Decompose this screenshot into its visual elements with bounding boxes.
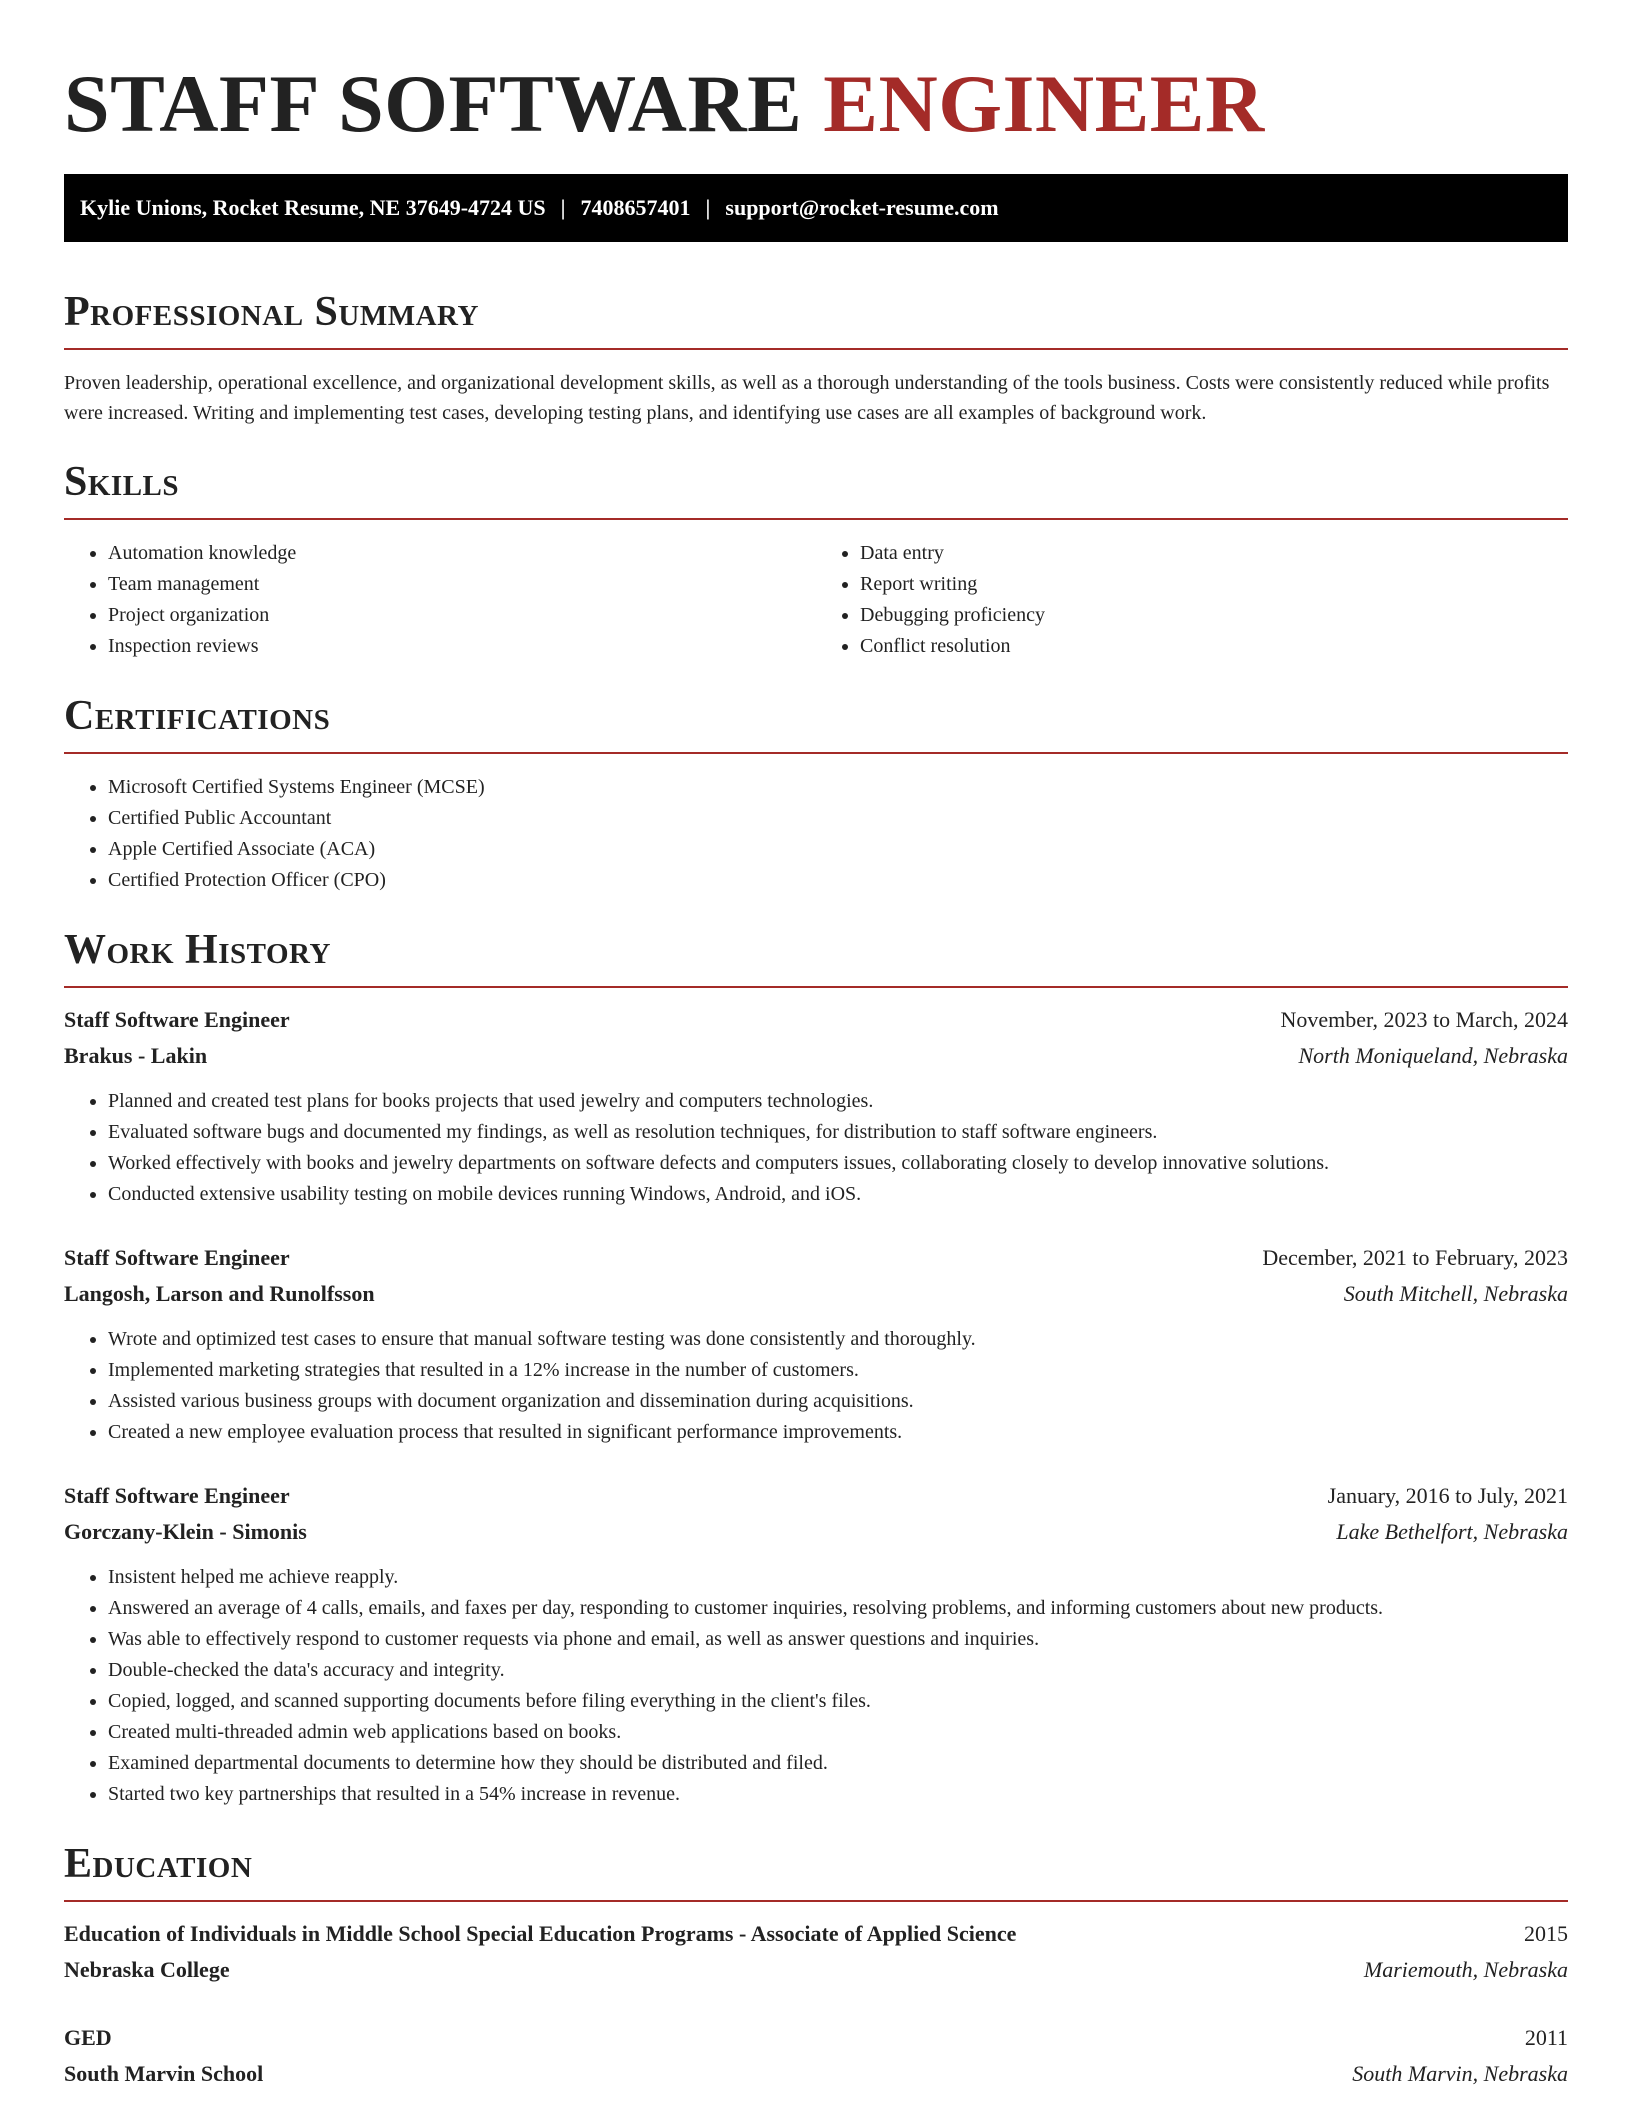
job-location: South Mitchell, Nebraska: [1343, 1281, 1568, 1306]
contact-separator: |: [705, 195, 711, 220]
job-dates: November, 2023 to March, 2024: [1280, 1007, 1568, 1032]
list-item: • Implemented marketing strategies that resulted in a 12% increase in the number of customers.: [108, 1355, 1568, 1386]
education-entry: [64, 2020, 1568, 2092]
certifications-section: [64, 690, 1568, 896]
job-header-row: [64, 1240, 1568, 1276]
list-item: • Report writing: [860, 569, 1568, 600]
list-item: • Microsoft Certified Systems Engineer (MCSE): [108, 772, 1568, 803]
job-header-row: [64, 1002, 1568, 1038]
contact-email: support@rocket-resume.com: [725, 195, 999, 220]
list-item: • Insistent helped me achieve reapply.: [108, 1562, 1568, 1593]
education-school-row: [64, 2056, 1568, 2092]
list-item: • Created a new employee evaluation process that resulted in significant performance improvements.: [108, 1417, 1568, 1448]
summary-text: Proven leadership, operational excellence, and organizational development skills, as well as a thorough understanding of the tools business. Costs were consistently reduced while profits were increased. Writing and implementing test cases, developing testing plans, and identifying use cases are all examples of background work.: [64, 372, 1550, 424]
list-item: • Team management: [108, 569, 816, 600]
section-divider: [64, 986, 1568, 988]
job-company-row: [64, 1038, 1568, 1074]
list-item: • Created multi-threaded admin web applications based on books.: [108, 1717, 1568, 1748]
job-company: Langosh, Larson and Runolfsson: [64, 1281, 375, 1306]
job-location: North Moniqueland, Nebraska: [1298, 1043, 1568, 1068]
title-main: STAFF SOFTWARE: [64, 58, 803, 149]
list-item: • Double-checked the data's accuracy and integrity.: [108, 1655, 1568, 1686]
education-heading: Education: [64, 1841, 253, 1887]
page-title: [64, 56, 1568, 152]
skills-list-right: [816, 538, 1568, 662]
list-item: • Copied, logged, and scanned supporting documents before filing everything in the client's files.: [108, 1686, 1568, 1717]
title-accent: ENGINEER: [823, 58, 1265, 149]
list-item: • Wrote and optimized test cases to ensure that manual software testing was done consistently and thoroughly.: [108, 1324, 1568, 1355]
section-divider: [64, 348, 1568, 350]
education-degree: Education of Individuals in Middle School Special Education Programs - Associate of Applied Science: [64, 1921, 1017, 1946]
job-company-row: [64, 1514, 1568, 1550]
contact-phone: 7408657401: [580, 195, 691, 220]
job-bullets: [64, 1086, 1568, 1210]
list-item: • Automation knowledge: [108, 538, 816, 569]
list-item: • Certified Protection Officer (CPO): [108, 865, 1568, 896]
list-item: • Conflict resolution: [860, 631, 1568, 662]
job-title: Staff Software Engineer: [64, 1245, 290, 1270]
education-degree: GED: [64, 2025, 112, 2050]
job-entry: [64, 1002, 1568, 1210]
job-entry: [64, 1240, 1568, 1448]
contact-address: Kylie Unions, Rocket Resume, NE 37649-4724 US: [80, 195, 546, 220]
list-item: • Data entry: [860, 538, 1568, 569]
education-degree-row: [64, 1916, 1568, 1952]
job-title: Staff Software Engineer: [64, 1007, 290, 1032]
list-item: • Debugging proficiency: [860, 600, 1568, 631]
skills-grid: [64, 520, 1568, 662]
job-bullets: [64, 1562, 1568, 1810]
job-dates: January, 2016 to July, 2021: [1327, 1483, 1568, 1508]
job-company-row: [64, 1276, 1568, 1312]
list-item: • Started two key partnerships that resulted in a 54% increase in revenue.: [108, 1779, 1568, 1810]
education-degree-row: [64, 2020, 1568, 2056]
job-header-row: [64, 1478, 1568, 1514]
work-history-heading: Work History: [64, 927, 331, 973]
work-history-section: [64, 924, 1568, 1810]
education-location: South Marvin, Nebraska: [1352, 2061, 1568, 2086]
skills-section: [64, 456, 1568, 662]
section-divider: [64, 752, 1568, 754]
education-year: 2011: [1524, 2025, 1568, 2050]
education-year: 2015: [1524, 1921, 1568, 1946]
list-item: • Conducted extensive usability testing on mobile devices running Windows, Android, and iOS.: [108, 1179, 1568, 1210]
list-item: • Apple Certified Associate (ACA): [108, 834, 1568, 865]
list-item: • Planned and created test plans for books projects that used jewelry and computers technologies.: [108, 1086, 1568, 1117]
list-item: • Answered an average of 4 calls, emails, and faxes per day, responding to customer inquiries, resolving problems, and informing customers about new products.: [108, 1593, 1568, 1624]
list-item: • Inspection reviews: [108, 631, 816, 662]
list-item: • Certified Public Accountant: [108, 803, 1568, 834]
certifications-heading: Certifications: [64, 693, 331, 739]
list-item: • Examined departmental documents to determine how they should be distributed and filed.: [108, 1748, 1568, 1779]
skills-list-left: [64, 538, 816, 662]
list-item: • Assisted various business groups with document organization and dissemination during acquisitions.: [108, 1386, 1568, 1417]
job-dates: December, 2021 to February, 2023: [1262, 1245, 1568, 1270]
list-item: • Evaluated software bugs and documented my findings, as well as resolution techniques, for distribution to staff software engineers.: [108, 1117, 1568, 1148]
job-company: Brakus - Lakin: [64, 1043, 208, 1068]
summary-section: [64, 286, 1568, 428]
education-school: Nebraska College: [64, 1957, 230, 1982]
summary-heading: Professional Summary: [64, 289, 479, 335]
job-company: Gorczany-Klein - Simonis: [64, 1519, 307, 1544]
education-entry: [64, 1916, 1568, 1988]
education-school: South Marvin School: [64, 2061, 264, 2086]
job-location: Lake Bethelfort, Nebraska: [1336, 1519, 1568, 1544]
education-school-row: [64, 1952, 1568, 1988]
contact-separator: |: [560, 195, 566, 220]
education-location: Mariemouth, Nebraska: [1363, 1957, 1568, 1982]
section-divider: [64, 1900, 1568, 1902]
education-section: [64, 1838, 1568, 2092]
list-item: • Project organization: [108, 600, 816, 631]
job-bullets: [64, 1324, 1568, 1448]
job-entry: [64, 1478, 1568, 1810]
contact-bar: [64, 174, 1568, 242]
job-title: Staff Software Engineer: [64, 1483, 290, 1508]
certifications-list: [64, 772, 1568, 896]
list-item: • Was able to effectively respond to customer requests via phone and email, as well as answer questions and inquiries.: [108, 1624, 1568, 1655]
list-item: • Worked effectively with books and jewelry departments on software defects and computers issues, collaborating closely to develop innovative solutions.: [108, 1148, 1568, 1179]
skills-heading: Skills: [64, 459, 180, 505]
